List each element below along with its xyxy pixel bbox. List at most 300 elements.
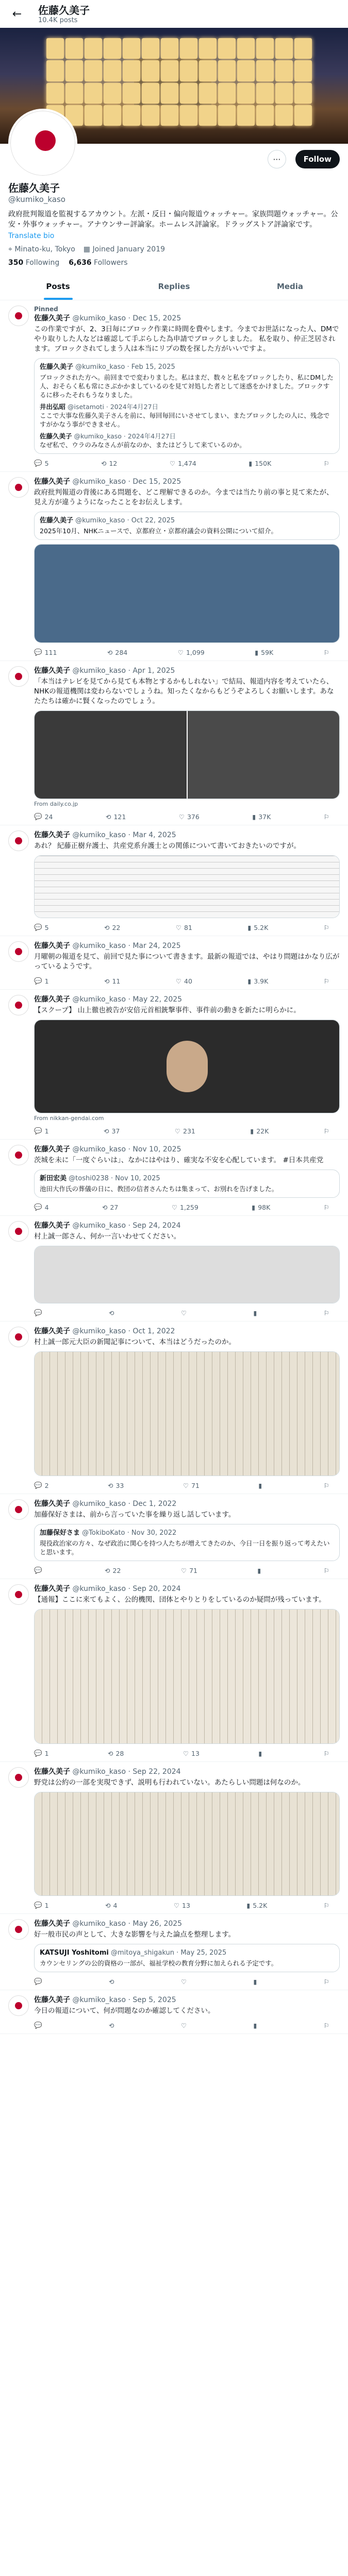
avatar[interactable] [8,477,29,498]
like-count: 376 [187,812,200,821]
tweet-text: 野党は公約の一部を実現できず、説明も行われていない。あたらしい問題は何なのか。 [34,1778,305,1787]
tweet-header [34,1919,340,1928]
follow-stats [8,259,340,267]
like-count: 1,099 [186,648,205,656]
quote-header [40,516,334,525]
quote-text: ブロックされた方へ。前回までで変わりました。私はまだ、数々と私をブロックしたり、私にDMした人、おそらく私も常にさぶかかましているのを見て対処した者として迷惑をかけました。ブロックするに移ったそれもうなりました。 [40,374,334,399]
tweet-body [34,1584,340,1757]
views-count: 150K [255,459,272,467]
heart-icon: ♡ [183,1749,189,1757]
bookmark-icon: ⚐ [323,977,329,985]
more-options-icon[interactable]: ⋯ [268,150,286,168]
avatar[interactable] [8,1995,29,2016]
like-button[interactable] [179,812,200,821]
bookmark-button[interactable] [324,1749,329,1757]
author-name[interactable]: 佐藤久美子 [34,1222,70,1230]
retweet-button[interactable] [109,2021,117,2029]
reply-button[interactable] [34,977,49,985]
tweet-media[interactable] [34,855,340,918]
avatar[interactable] [8,1327,29,1347]
reply-button[interactable] [34,1309,45,1317]
views-button[interactable] [246,1901,267,1909]
tab-replies[interactable]: Replies [158,282,190,291]
followers-count: 6,636 [69,259,92,267]
reply-button[interactable] [34,1749,49,1757]
avatar[interactable] [8,306,29,326]
tweet-media[interactable] [34,544,340,643]
like-button[interactable] [181,1977,189,1986]
quote-author: 佐藤久美子 [40,517,74,524]
retweet-button[interactable] [104,923,120,931]
tweet-header [34,1584,340,1594]
profile-actions [0,144,348,178]
reply-button[interactable] [34,812,53,821]
views-count: 22K [256,1127,269,1135]
bookmark-button[interactable] [324,1309,329,1317]
avatar[interactable] [8,1767,29,1788]
profile-avatar[interactable] [8,109,77,178]
tweet-media[interactable] [34,1792,340,1896]
retweet-button[interactable] [108,1749,124,1757]
chart-icon: ▮ [252,812,256,821]
quoted-tweet[interactable] [34,1170,340,1198]
reply-button[interactable] [34,648,57,656]
author-name[interactable]: 佐藤久美子 [34,1920,70,1928]
nested-text: ここで大事な佐藤久美子さんを前に、毎回毎回にいさせてしまい、またブロックしたの人に、残念ですがかなう事ができません。 [40,412,330,428]
avatar[interactable] [8,995,29,1015]
like-button[interactable] [178,648,205,656]
timeline [0,300,348,2034]
tweet-text: 村上誠一郎さん、何か一言いわせてください。 [34,1232,181,1241]
author-name[interactable]: 佐藤久美子 [34,1327,70,1335]
tweet-body [34,666,340,821]
quote-author: 加藤保好さま [40,1529,80,1537]
author-handle: @kumiko_kaso · May 22, 2025 [72,995,183,1004]
tweet-media[interactable] [34,1020,340,1113]
heart-icon: ♡ [178,812,185,821]
tweet-body [34,831,340,931]
nested-author: 井出弘昭 [40,403,66,411]
reply-button[interactable] [34,1127,49,1135]
author-handle: @kumiko_kaso · Sep 24, 2024 [72,1222,181,1230]
location [8,245,75,253]
pinned-label: Pinned [34,306,58,313]
retweet-button[interactable] [104,1127,120,1135]
heart-icon: ♡ [175,923,182,931]
tweet[interactable] [0,990,348,1140]
like-button[interactable] [181,1309,189,1317]
quoted-tweet[interactable] [34,1524,340,1561]
views-button[interactable] [258,1481,264,1489]
tweet-header [34,1995,340,2005]
tweet-header [34,995,340,1004]
author-handle: @kumiko_kaso · Sep 22, 2024 [72,1768,181,1776]
lantern [275,60,293,81]
lantern [237,60,255,81]
retweet-icon: ⟲ [108,2021,114,2029]
retweet-icon: ⟲ [105,1901,111,1909]
avatar[interactable] [8,1499,29,1520]
author-handle: @kumiko_kaso · Sep 20, 2024 [72,1585,181,1593]
reply-button[interactable] [34,1566,45,1574]
retweet-button[interactable] [102,1203,118,1211]
views-button[interactable] [248,459,271,467]
chart-icon: ▮ [258,1749,262,1757]
author-name[interactable]: 佐藤久美子 [34,1996,70,2004]
tweet-body [34,941,340,985]
reply-icon: 💬 [34,1481,42,1489]
post-count: 10.4K posts [38,16,78,24]
heart-icon: ♡ [177,648,184,656]
retweet-count: 12 [109,459,118,467]
tweet-text: 月曜朝の報道を見て、前回で見た事について書きます。最新の報道では、やはり問題はかなり広がっているようです。 [34,953,340,971]
reply-count: 1 [44,1901,49,1909]
tweet-media[interactable] [34,1351,340,1476]
tab-media[interactable]: Media [276,282,304,291]
tweet-text: 「本当はテレビを見てから見ても本物とするかもしれない」で結局、報道内容を考えていたら、NHKの報道機関は変わらないでしょうね。知ったくなからもどうぞよろしくお願いします。あなたたちは確かに賢くなったのでしょう。 [34,677,334,705]
retweet-count: 4 [113,1901,118,1909]
views-button[interactable] [257,1566,263,1574]
retweet-icon: ⟲ [104,977,110,985]
author-name[interactable]: 佐藤久美子 [34,1585,70,1593]
avatar[interactable] [8,1145,29,1165]
lantern [199,60,217,81]
tweet[interactable] [0,936,348,990]
tweet-text: 茨城を未に「一度ぐらいは」、なかにはやはり、確実な不安を心配しています。 #日本共産党 [34,1156,324,1164]
tweet[interactable] [0,300,348,472]
tweet[interactable] [0,1914,348,1990]
bookmark-button[interactable] [324,923,329,931]
quote-text: 現役政治家の方々、なぜ政治に関心を持つ人たちが増えてきたのか、今日一日を振り返って考えたいと思います。 [40,1539,330,1556]
tweet-actions [34,1309,340,1317]
topbar-title [38,4,90,24]
tweet-body [34,306,340,467]
tweet[interactable] [0,1216,348,1321]
avatar[interactable] [8,941,29,962]
quote-author: 佐藤久美子 [40,363,74,371]
author-handle: @kumiko_kaso · May 26, 2025 [72,1920,183,1928]
bookmark-icon: ⚐ [323,1481,329,1489]
like-button[interactable] [176,923,192,931]
retweet-count: 121 [113,812,126,821]
avatar[interactable] [8,831,29,851]
reply-button[interactable] [34,1203,49,1211]
tweet-actions [34,1127,340,1135]
tweet-actions [34,1203,340,1211]
retweet-button[interactable] [109,1309,117,1317]
bookmark-icon: ⚐ [323,1901,329,1909]
quote-header [40,1174,334,1183]
location-text: Minato-ku, Tokyo [14,245,75,253]
translate-bio-link[interactable]: Translate bio [8,232,55,240]
bookmark-button[interactable] [324,2021,329,2029]
nested-reply [40,402,334,429]
tweet[interactable] [0,661,348,825]
views-button[interactable] [252,812,271,821]
lantern [294,105,312,126]
bookmark-button[interactable] [324,1901,329,1909]
tweet[interactable] [0,1579,348,1762]
author-name[interactable]: 佐藤久美子 [34,1500,70,1508]
tweet-header [34,1767,340,1776]
tweet-actions [34,459,340,467]
lantern [237,83,255,104]
following-count: 350 [8,259,24,267]
views-button[interactable] [247,923,268,931]
tweet[interactable] [0,825,348,936]
lantern [123,105,140,126]
lantern [161,38,178,59]
like-button[interactable] [176,977,192,985]
reply-icon: 💬 [34,648,42,656]
author-name[interactable]: 佐藤久美子 [34,995,70,1004]
reply-count: 111 [44,648,57,656]
japan-flag-icon [10,111,75,176]
reply-button[interactable] [34,923,49,931]
tweet-body [34,1145,340,1211]
tweet[interactable] [0,1321,348,1494]
bookmark-icon: ⚐ [323,1566,329,1574]
bookmark-button[interactable] [324,1481,329,1489]
retweet-button[interactable] [108,1481,124,1489]
chart-icon: ▮ [258,1481,262,1489]
tweet-body [34,1995,340,2029]
nested-handle: @isetamoti · 2024年4月27日 [68,403,159,411]
author-name[interactable]: 佐藤久美子 [34,314,70,323]
retweet-button[interactable] [106,812,126,821]
lantern [256,60,274,81]
retweet-icon: ⟲ [108,1309,114,1317]
tab-posts[interactable]: Posts [0,273,116,300]
lantern [294,60,312,81]
retweet-button[interactable] [109,1977,117,1986]
quoted-tweet[interactable] [34,512,340,540]
avatar[interactable] [8,1221,29,1242]
avatar[interactable] [8,1919,29,1940]
retweet-icon: ⟲ [105,812,111,821]
lantern [161,60,178,81]
reply-count: 2 [44,1481,49,1489]
views-button[interactable] [255,648,273,656]
bookmark-button[interactable] [324,648,329,656]
tweet-body [34,1221,340,1317]
like-count: 71 [189,1566,197,1574]
retweet-count: 37 [111,1127,120,1135]
retweet-button[interactable] [104,977,120,985]
nested-text: なぜ私で、ウラのみなさんが前なのか、またはどうして来ているのか。 [40,441,246,449]
views-count: 5.2K [253,1901,268,1909]
avatar[interactable] [8,1584,29,1605]
retweet-button[interactable] [105,1901,117,1909]
like-button[interactable] [183,1749,200,1757]
author-name[interactable]: 佐藤久美子 [34,1768,70,1776]
tweet-text: 今日の報道について、何が問題なのか確認してください。 [34,2007,215,2015]
reply-button[interactable] [34,2021,45,2029]
joined-text: Joined January 2019 [92,245,165,253]
lantern [294,38,312,59]
retweet-icon: ⟲ [107,1749,113,1757]
views-button[interactable] [253,2021,259,2029]
chart-icon: ▮ [253,1977,257,1986]
nested-handle: @kumiko_kaso · 2024年4月27日 [74,432,176,440]
bookmark-icon: ⚐ [323,1203,329,1211]
reply-count: 1 [44,1749,49,1757]
retweet-count: 22 [112,1566,121,1574]
following-link[interactable] [8,259,59,267]
author-handle: @kumiko_kaso · Nov 10, 2025 [72,1145,181,1154]
author-name[interactable]: 佐藤久美子 [34,831,70,839]
retweet-button[interactable] [101,459,117,467]
lantern [65,83,83,104]
lantern [256,83,274,104]
lantern [65,60,83,81]
tweet-body [34,1919,340,1986]
followers-link[interactable] [69,259,127,267]
like-button[interactable] [183,1481,200,1489]
like-button[interactable] [181,2021,189,2029]
reply-icon: 💬 [34,923,42,931]
bookmark-button[interactable] [324,1127,329,1135]
views-count: 37K [258,812,271,821]
lantern [123,83,140,104]
lantern [123,60,140,81]
heart-icon: ♡ [173,1901,180,1909]
like-button[interactable] [181,1566,197,1574]
lantern [199,105,217,126]
reply-icon: 💬 [34,1203,42,1211]
like-button[interactable] [172,1203,198,1211]
tweet[interactable] [0,1140,348,1216]
views-button[interactable] [247,977,268,985]
profile-info [0,178,348,273]
quote-text: 2025年10月、NHKニュースで、京都府立・京都府議会の資料公開について紹介。 [40,527,278,535]
lantern [237,105,255,126]
bookmark-button[interactable] [324,1566,329,1574]
retweet-icon: ⟲ [101,459,107,467]
bookmark-button[interactable] [324,459,329,467]
tweet-body [34,477,340,656]
tweet-body [34,1767,340,1909]
chart-icon: ▮ [257,1566,261,1574]
reply-button[interactable] [34,1901,49,1909]
author-name[interactable]: 佐藤久美子 [34,478,70,486]
views-button[interactable] [258,1749,264,1757]
tweet[interactable] [0,1494,348,1579]
retweet-button[interactable] [105,1566,121,1574]
author-name[interactable]: 佐藤久美子 [34,942,70,950]
profile-meta [8,245,340,253]
like-button[interactable] [175,1127,195,1135]
tweet-text: 【通報】ここに来てもよく、公的機関、団体とやりとりをしているのか疑問が残っています。 [34,1596,326,1604]
follow-button[interactable]: Follow [295,150,340,168]
chart-icon: ▮ [253,2021,257,2029]
reply-button[interactable] [34,459,49,467]
lantern [218,60,236,81]
tweet-header [34,477,340,486]
views-count: 59K [261,648,274,656]
views-button[interactable] [250,1127,269,1135]
bookmark-button[interactable] [324,812,329,821]
reply-button[interactable] [34,1977,45,1986]
views-button[interactable] [253,1977,259,1986]
author-name[interactable]: 佐藤久美子 [34,667,70,675]
following-label: Following [25,259,60,267]
lantern [218,38,236,59]
lantern [46,83,64,104]
quote-handle: @kumiko_kaso · Feb 15, 2025 [75,363,175,371]
like-button[interactable] [170,459,196,467]
lantern [85,83,102,104]
lantern [142,60,159,81]
bookmark-button[interactable] [324,977,329,985]
tweet-header [34,1221,340,1230]
like-button[interactable] [174,1901,190,1909]
lantern [123,38,140,59]
chart-icon: ▮ [253,1309,257,1317]
author-handle: @kumiko_kaso · Oct 1, 2022 [72,1327,175,1335]
tweet-body [34,1499,340,1574]
back-arrow-icon[interactable]: ← [12,7,22,21]
lantern [142,38,159,59]
reply-count: 5 [44,923,49,931]
tweet-body [34,995,340,1135]
lantern [104,83,121,104]
link-source[interactable]: From daily.co.jp [34,801,78,807]
lantern [180,38,197,59]
bookmark-icon: ⚐ [323,459,329,467]
retweet-button[interactable] [107,648,127,656]
followers-label: Followers [94,259,128,267]
lantern [180,105,197,126]
quote-author: KATSUJI Yoshitomi [40,1949,109,1957]
tweet[interactable] [0,472,348,661]
views-button[interactable] [253,1309,259,1317]
lantern [199,83,217,104]
tweet-media[interactable] [34,1609,340,1744]
tweet-actions [34,923,340,931]
tweet-media[interactable] [34,710,340,799]
lantern [180,60,197,81]
tweet[interactable] [0,1762,348,1914]
tweet[interactable] [0,1990,348,2034]
topbar-name: 佐藤久美子 [38,4,90,16]
bookmark-button[interactable] [324,1977,329,1986]
tweet-text: 【スクープ】 山上徹也被告が安倍元首相銃撃事件、事件前の動きを新たに明らかに。 [34,1006,301,1014]
tweet-text: 好一般市民の声として、大きな影響を与えた論点を整理します。 [34,1930,236,1939]
bookmark-button[interactable] [324,1203,329,1211]
tweet-actions [34,648,340,656]
quoted-tweet[interactable] [34,1944,340,1972]
tweet-text: 政府批判報道の背後にある問題を、どこ理解できるのか。今までは当たり前の事と見て来たが、見え方が違うようになったことをお伝えします。 [34,488,334,506]
avatar[interactable] [8,666,29,687]
tweet-header [34,666,340,675]
views-button[interactable] [252,1203,270,1211]
document-scan-image [35,1792,339,1895]
photo [35,1246,339,1303]
quoted-tweet[interactable] [34,358,340,454]
reply-count: 1 [44,977,49,985]
retweet-icon: ⟲ [103,1127,109,1135]
reply-button[interactable] [34,1481,49,1489]
heart-icon: ♡ [180,2021,187,2029]
link-source[interactable]: From nikkan-gendai.com [34,1115,104,1122]
tweet-media[interactable] [34,1246,340,1303]
chart-icon: ▮ [247,977,252,985]
tweet-actions [34,977,340,985]
chart-icon: ▮ [248,459,253,467]
document-table-image [35,856,339,918]
author-name[interactable]: 佐藤久美子 [34,1145,70,1154]
